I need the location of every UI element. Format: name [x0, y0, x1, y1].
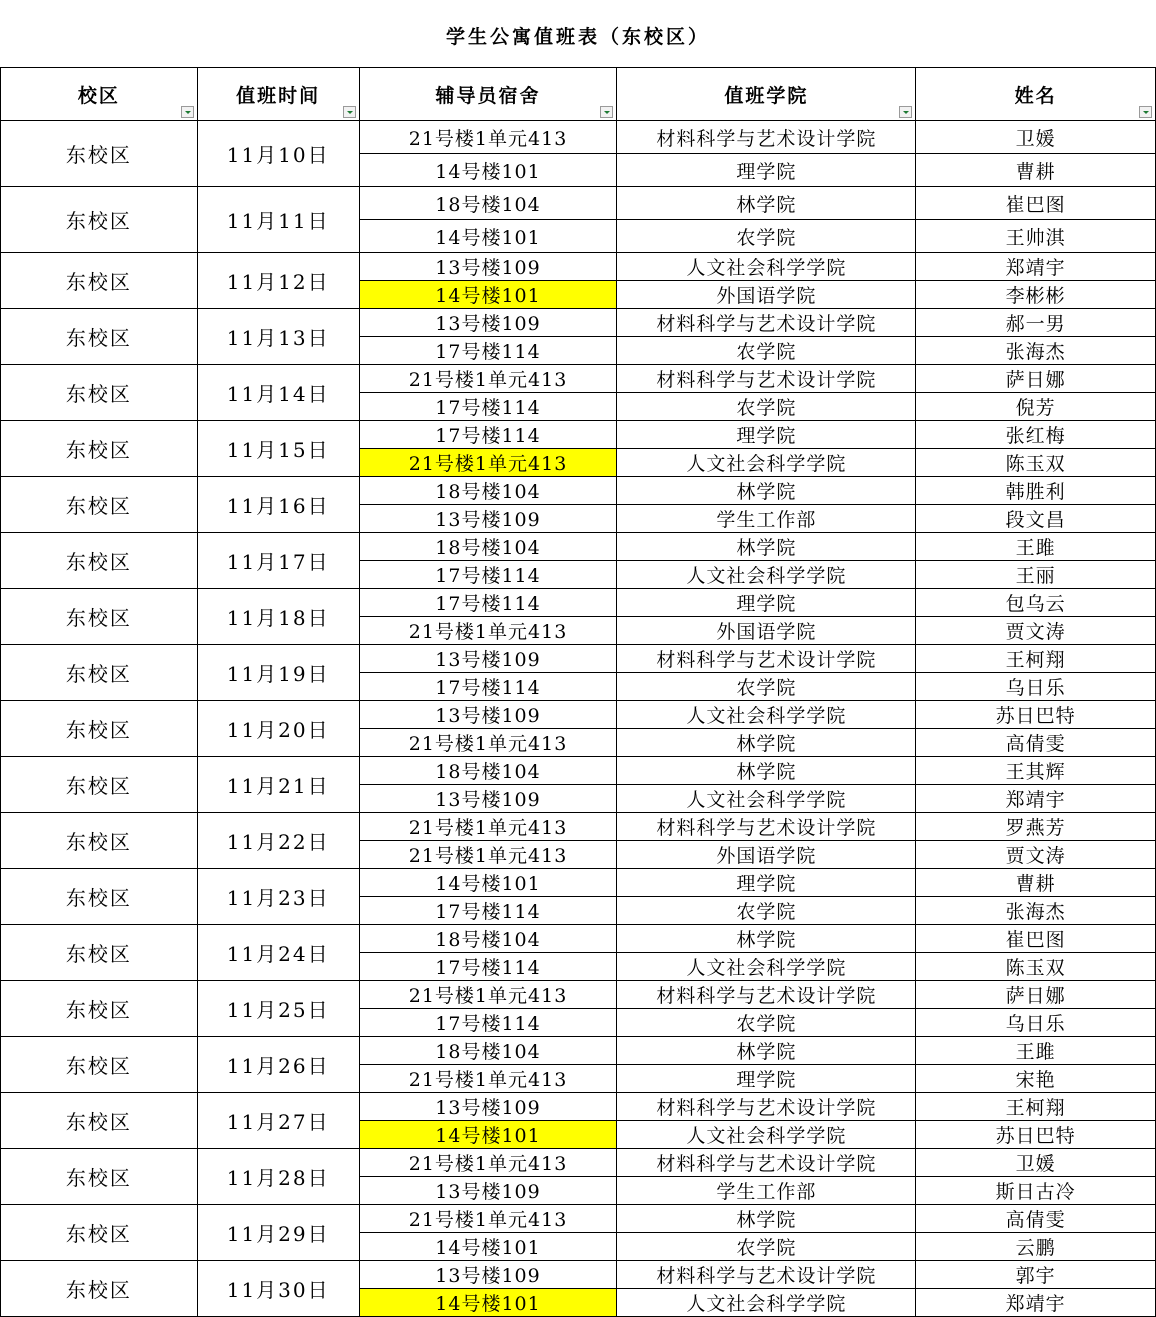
college-cell: 学生工作部 — [617, 505, 916, 533]
campus-cell: 东校区 — [1, 1205, 198, 1261]
table-row — [1, 925, 1156, 953]
table-row — [1, 533, 1156, 561]
name-cell: 崔巴图 — [916, 187, 1156, 220]
table-row — [1, 421, 1156, 449]
dorm-cell: 17号楼114 — [359, 953, 617, 981]
name-cell: 萨日娜 — [916, 981, 1156, 1009]
table-row — [1, 701, 1156, 729]
duty-schedule-table — [0, 67, 1156, 1317]
campus-cell: 东校区 — [1, 589, 198, 645]
name-cell: 罗燕芳 — [916, 813, 1156, 841]
campus-cell: 东校区 — [1, 925, 198, 981]
dorm-cell: 14号楼101 — [359, 220, 617, 253]
dorm-cell: 21号楼1单元413 — [359, 1205, 617, 1233]
college-cell: 材料科学与艺术设计学院 — [617, 121, 916, 154]
dorm-cell: 18号楼104 — [359, 187, 617, 220]
date-cell: 11月18日 — [197, 589, 359, 645]
page-title: 学生公寓值班表（东校区） — [445, 26, 710, 48]
college-cell: 材料科学与艺术设计学院 — [617, 813, 916, 841]
dorm-cell: 14号楼101 — [359, 1233, 617, 1261]
date-cell: 11月14日 — [197, 365, 359, 421]
dorm-cell: 17号楼114 — [359, 421, 617, 449]
college-cell: 农学院 — [617, 1233, 916, 1261]
dorm-cell: 17号楼114 — [359, 673, 617, 701]
date-cell: 11月30日 — [197, 1261, 359, 1317]
college-cell: 人文社会科学学院 — [617, 701, 916, 729]
college-cell: 材料科学与艺术设计学院 — [617, 1149, 916, 1177]
dorm-cell: 18号楼104 — [359, 1037, 617, 1065]
college-cell: 理学院 — [617, 869, 916, 897]
campus-cell: 东校区 — [1, 309, 198, 365]
campus-cell: 东校区 — [1, 869, 198, 925]
dorm-cell: 17号楼114 — [359, 589, 617, 617]
dorm-cell: 14号楼101 — [359, 281, 617, 309]
name-cell: 王柯翔 — [916, 1093, 1156, 1121]
table-row — [1, 477, 1156, 505]
dorm-cell: 14号楼101 — [359, 869, 617, 897]
name-cell: 崔巴图 — [916, 925, 1156, 953]
dorm-cell: 13号楼109 — [359, 1093, 617, 1121]
table-row — [1, 1261, 1156, 1289]
college-cell: 林学院 — [617, 477, 916, 505]
table-body — [1, 121, 1156, 1317]
college-cell: 农学院 — [617, 673, 916, 701]
college-cell: 外国语学院 — [617, 841, 916, 869]
filter-dropdown-icon[interactable] — [899, 106, 912, 118]
filter-dropdown-icon[interactable] — [600, 106, 613, 118]
name-cell: 李彬彬 — [916, 281, 1156, 309]
college-cell: 林学院 — [617, 757, 916, 785]
dorm-cell: 17号楼114 — [359, 1009, 617, 1037]
name-cell: 贾文涛 — [916, 841, 1156, 869]
column-header-label: 辅导员宿舍 — [435, 84, 541, 107]
table-header — [1, 68, 1156, 121]
college-cell: 农学院 — [617, 220, 916, 253]
college-cell: 人文社会科学学院 — [617, 1289, 916, 1317]
college-cell: 林学院 — [617, 1037, 916, 1065]
campus-cell: 东校区 — [1, 1037, 198, 1093]
dorm-cell: 21号楼1单元413 — [359, 1065, 617, 1093]
college-cell: 理学院 — [617, 421, 916, 449]
name-cell: 宋艳 — [916, 1065, 1156, 1093]
college-cell: 农学院 — [617, 1009, 916, 1037]
college-cell: 理学院 — [617, 154, 916, 187]
column-header-campus — [1, 68, 198, 121]
campus-cell: 东校区 — [1, 365, 198, 421]
dorm-cell: 17号楼114 — [359, 561, 617, 589]
dorm-cell: 21号楼1单元413 — [359, 365, 617, 393]
date-cell: 11月23日 — [197, 869, 359, 925]
college-cell: 外国语学院 — [617, 617, 916, 645]
campus-cell: 东校区 — [1, 645, 198, 701]
date-cell: 11月21日 — [197, 757, 359, 813]
date-cell: 11月24日 — [197, 925, 359, 981]
date-cell: 11月13日 — [197, 309, 359, 365]
table-row — [1, 121, 1156, 154]
college-cell: 材料科学与艺术设计学院 — [617, 645, 916, 673]
table-row — [1, 309, 1156, 337]
dorm-cell: 21号楼1单元413 — [359, 617, 617, 645]
dorm-cell: 14号楼101 — [359, 1121, 617, 1149]
column-header-college — [617, 68, 916, 121]
college-cell: 材料科学与艺术设计学院 — [617, 981, 916, 1009]
campus-cell: 东校区 — [1, 757, 198, 813]
dorm-cell: 13号楼109 — [359, 785, 617, 813]
name-cell: 王雎 — [916, 1037, 1156, 1065]
name-cell: 卫媛 — [916, 121, 1156, 154]
name-cell: 云鹏 — [916, 1233, 1156, 1261]
name-cell: 郝一男 — [916, 309, 1156, 337]
filter-dropdown-icon[interactable] — [181, 106, 194, 118]
name-cell: 陈玉双 — [916, 953, 1156, 981]
name-cell: 郑靖宇 — [916, 253, 1156, 281]
name-cell: 曹耕 — [916, 869, 1156, 897]
date-cell: 11月19日 — [197, 645, 359, 701]
name-cell: 韩胜利 — [916, 477, 1156, 505]
column-header-label: 校区 — [77, 84, 120, 107]
name-cell: 郑靖宇 — [916, 785, 1156, 813]
dorm-cell: 13号楼109 — [359, 1177, 617, 1205]
date-cell: 11月25日 — [197, 981, 359, 1037]
college-cell: 理学院 — [617, 1065, 916, 1093]
date-cell: 11月26日 — [197, 1037, 359, 1093]
college-cell: 人文社会科学学院 — [617, 561, 916, 589]
college-cell: 林学院 — [617, 1205, 916, 1233]
table-row — [1, 253, 1156, 281]
college-cell: 外国语学院 — [617, 281, 916, 309]
dorm-cell: 13号楼109 — [359, 645, 617, 673]
dorm-cell: 21号楼1单元413 — [359, 729, 617, 757]
dorm-cell: 17号楼114 — [359, 897, 617, 925]
date-cell: 11月10日 — [197, 121, 359, 187]
name-cell: 贾文涛 — [916, 617, 1156, 645]
table-row — [1, 1149, 1156, 1177]
campus-cell: 东校区 — [1, 421, 198, 477]
dorm-cell: 21号楼1单元413 — [359, 1149, 617, 1177]
date-cell: 11月27日 — [197, 1093, 359, 1149]
name-cell: 王其辉 — [916, 757, 1156, 785]
name-cell: 曹耕 — [916, 154, 1156, 187]
name-cell: 苏日巴特 — [916, 701, 1156, 729]
college-cell: 林学院 — [617, 729, 916, 757]
campus-cell: 东校区 — [1, 1149, 198, 1205]
campus-cell: 东校区 — [1, 813, 198, 869]
table-row — [1, 1093, 1156, 1121]
name-cell: 乌日乐 — [916, 673, 1156, 701]
name-cell: 卫媛 — [916, 1149, 1156, 1177]
dorm-cell: 13号楼109 — [359, 505, 617, 533]
date-cell: 11月22日 — [197, 813, 359, 869]
date-cell: 11月29日 — [197, 1205, 359, 1261]
campus-cell: 东校区 — [1, 701, 198, 757]
name-cell: 斯日古冷 — [916, 1177, 1156, 1205]
campus-cell: 东校区 — [1, 533, 198, 589]
name-cell: 张海杰 — [916, 337, 1156, 365]
college-cell: 林学院 — [617, 533, 916, 561]
table-row — [1, 645, 1156, 673]
name-cell: 王丽 — [916, 561, 1156, 589]
college-cell: 人文社会科学学院 — [617, 1121, 916, 1149]
header-row — [1, 68, 1156, 121]
college-cell: 学生工作部 — [617, 1177, 916, 1205]
dorm-cell: 13号楼109 — [359, 253, 617, 281]
campus-cell: 东校区 — [1, 1261, 198, 1317]
dorm-cell: 13号楼109 — [359, 309, 617, 337]
dorm-cell: 21号楼1单元413 — [359, 841, 617, 869]
dorm-cell: 18号楼104 — [359, 757, 617, 785]
campus-cell: 东校区 — [1, 187, 198, 253]
date-cell: 11月15日 — [197, 421, 359, 477]
college-cell: 人文社会科学学院 — [617, 953, 916, 981]
name-cell: 苏日巴特 — [916, 1121, 1156, 1149]
date-cell: 11月16日 — [197, 477, 359, 533]
name-cell: 郭宇 — [916, 1261, 1156, 1289]
table-row — [1, 187, 1156, 220]
table-row — [1, 1037, 1156, 1065]
name-cell: 高倩雯 — [916, 1205, 1156, 1233]
table-row — [1, 757, 1156, 785]
dorm-cell: 18号楼104 — [359, 925, 617, 953]
table-row — [1, 869, 1156, 897]
column-header-label: 值班学院 — [724, 84, 809, 107]
name-cell: 倪芳 — [916, 393, 1156, 421]
campus-cell: 东校区 — [1, 477, 198, 533]
date-cell: 11月17日 — [197, 533, 359, 589]
dorm-cell: 21号楼1单元413 — [359, 121, 617, 154]
name-cell: 乌日乐 — [916, 1009, 1156, 1037]
campus-cell: 东校区 — [1, 121, 198, 187]
college-cell: 农学院 — [617, 337, 916, 365]
dorm-cell: 21号楼1单元413 — [359, 813, 617, 841]
table-row — [1, 589, 1156, 617]
name-cell: 萨日娜 — [916, 365, 1156, 393]
college-cell: 材料科学与艺术设计学院 — [617, 309, 916, 337]
filter-dropdown-icon[interactable] — [1139, 106, 1152, 118]
campus-cell: 东校区 — [1, 253, 198, 309]
dorm-cell: 18号楼104 — [359, 533, 617, 561]
dorm-cell: 13号楼109 — [359, 701, 617, 729]
college-cell: 材料科学与艺术设计学院 — [617, 1093, 916, 1121]
date-cell: 11月28日 — [197, 1149, 359, 1205]
name-cell: 王帅淇 — [916, 220, 1156, 253]
dorm-cell: 17号楼114 — [359, 337, 617, 365]
college-cell: 人文社会科学学院 — [617, 449, 916, 477]
name-cell: 陈玉双 — [916, 449, 1156, 477]
column-header-name — [916, 68, 1156, 121]
dorm-cell: 21号楼1单元413 — [359, 981, 617, 1009]
table-row — [1, 1205, 1156, 1233]
column-header-dorm — [359, 68, 617, 121]
table-row — [1, 365, 1156, 393]
college-cell: 林学院 — [617, 925, 916, 953]
dorm-cell: 17号楼114 — [359, 393, 617, 421]
table-row — [1, 981, 1156, 1009]
college-cell: 林学院 — [617, 187, 916, 220]
college-cell: 理学院 — [617, 589, 916, 617]
college-cell: 人文社会科学学院 — [617, 253, 916, 281]
campus-cell: 东校区 — [1, 1093, 198, 1149]
name-cell: 郑靖宇 — [916, 1289, 1156, 1317]
dorm-cell: 21号楼1单元413 — [359, 449, 617, 477]
dorm-cell: 13号楼109 — [359, 1261, 617, 1289]
campus-cell: 东校区 — [1, 981, 198, 1037]
college-cell: 材料科学与艺术设计学院 — [617, 365, 916, 393]
column-header-label: 姓名 — [1014, 84, 1057, 107]
name-cell: 张红梅 — [916, 421, 1156, 449]
column-header-date — [197, 68, 359, 121]
college-cell: 人文社会科学学院 — [617, 785, 916, 813]
name-cell: 高倩雯 — [916, 729, 1156, 757]
name-cell: 段文昌 — [916, 505, 1156, 533]
name-cell: 王柯翔 — [916, 645, 1156, 673]
name-cell: 包乌云 — [916, 589, 1156, 617]
date-cell: 11月11日 — [197, 187, 359, 253]
dorm-cell: 14号楼101 — [359, 154, 617, 187]
filter-dropdown-icon[interactable] — [343, 106, 356, 118]
table-row — [1, 813, 1156, 841]
name-cell: 王雎 — [916, 533, 1156, 561]
college-cell: 农学院 — [617, 393, 916, 421]
college-cell: 材料科学与艺术设计学院 — [617, 1261, 916, 1289]
dorm-cell: 18号楼104 — [359, 477, 617, 505]
college-cell: 农学院 — [617, 897, 916, 925]
name-cell: 张海杰 — [916, 897, 1156, 925]
dorm-cell: 14号楼101 — [359, 1289, 617, 1317]
date-cell: 11月20日 — [197, 701, 359, 757]
column-header-label: 值班时间 — [236, 84, 321, 107]
date-cell: 11月12日 — [197, 253, 359, 309]
